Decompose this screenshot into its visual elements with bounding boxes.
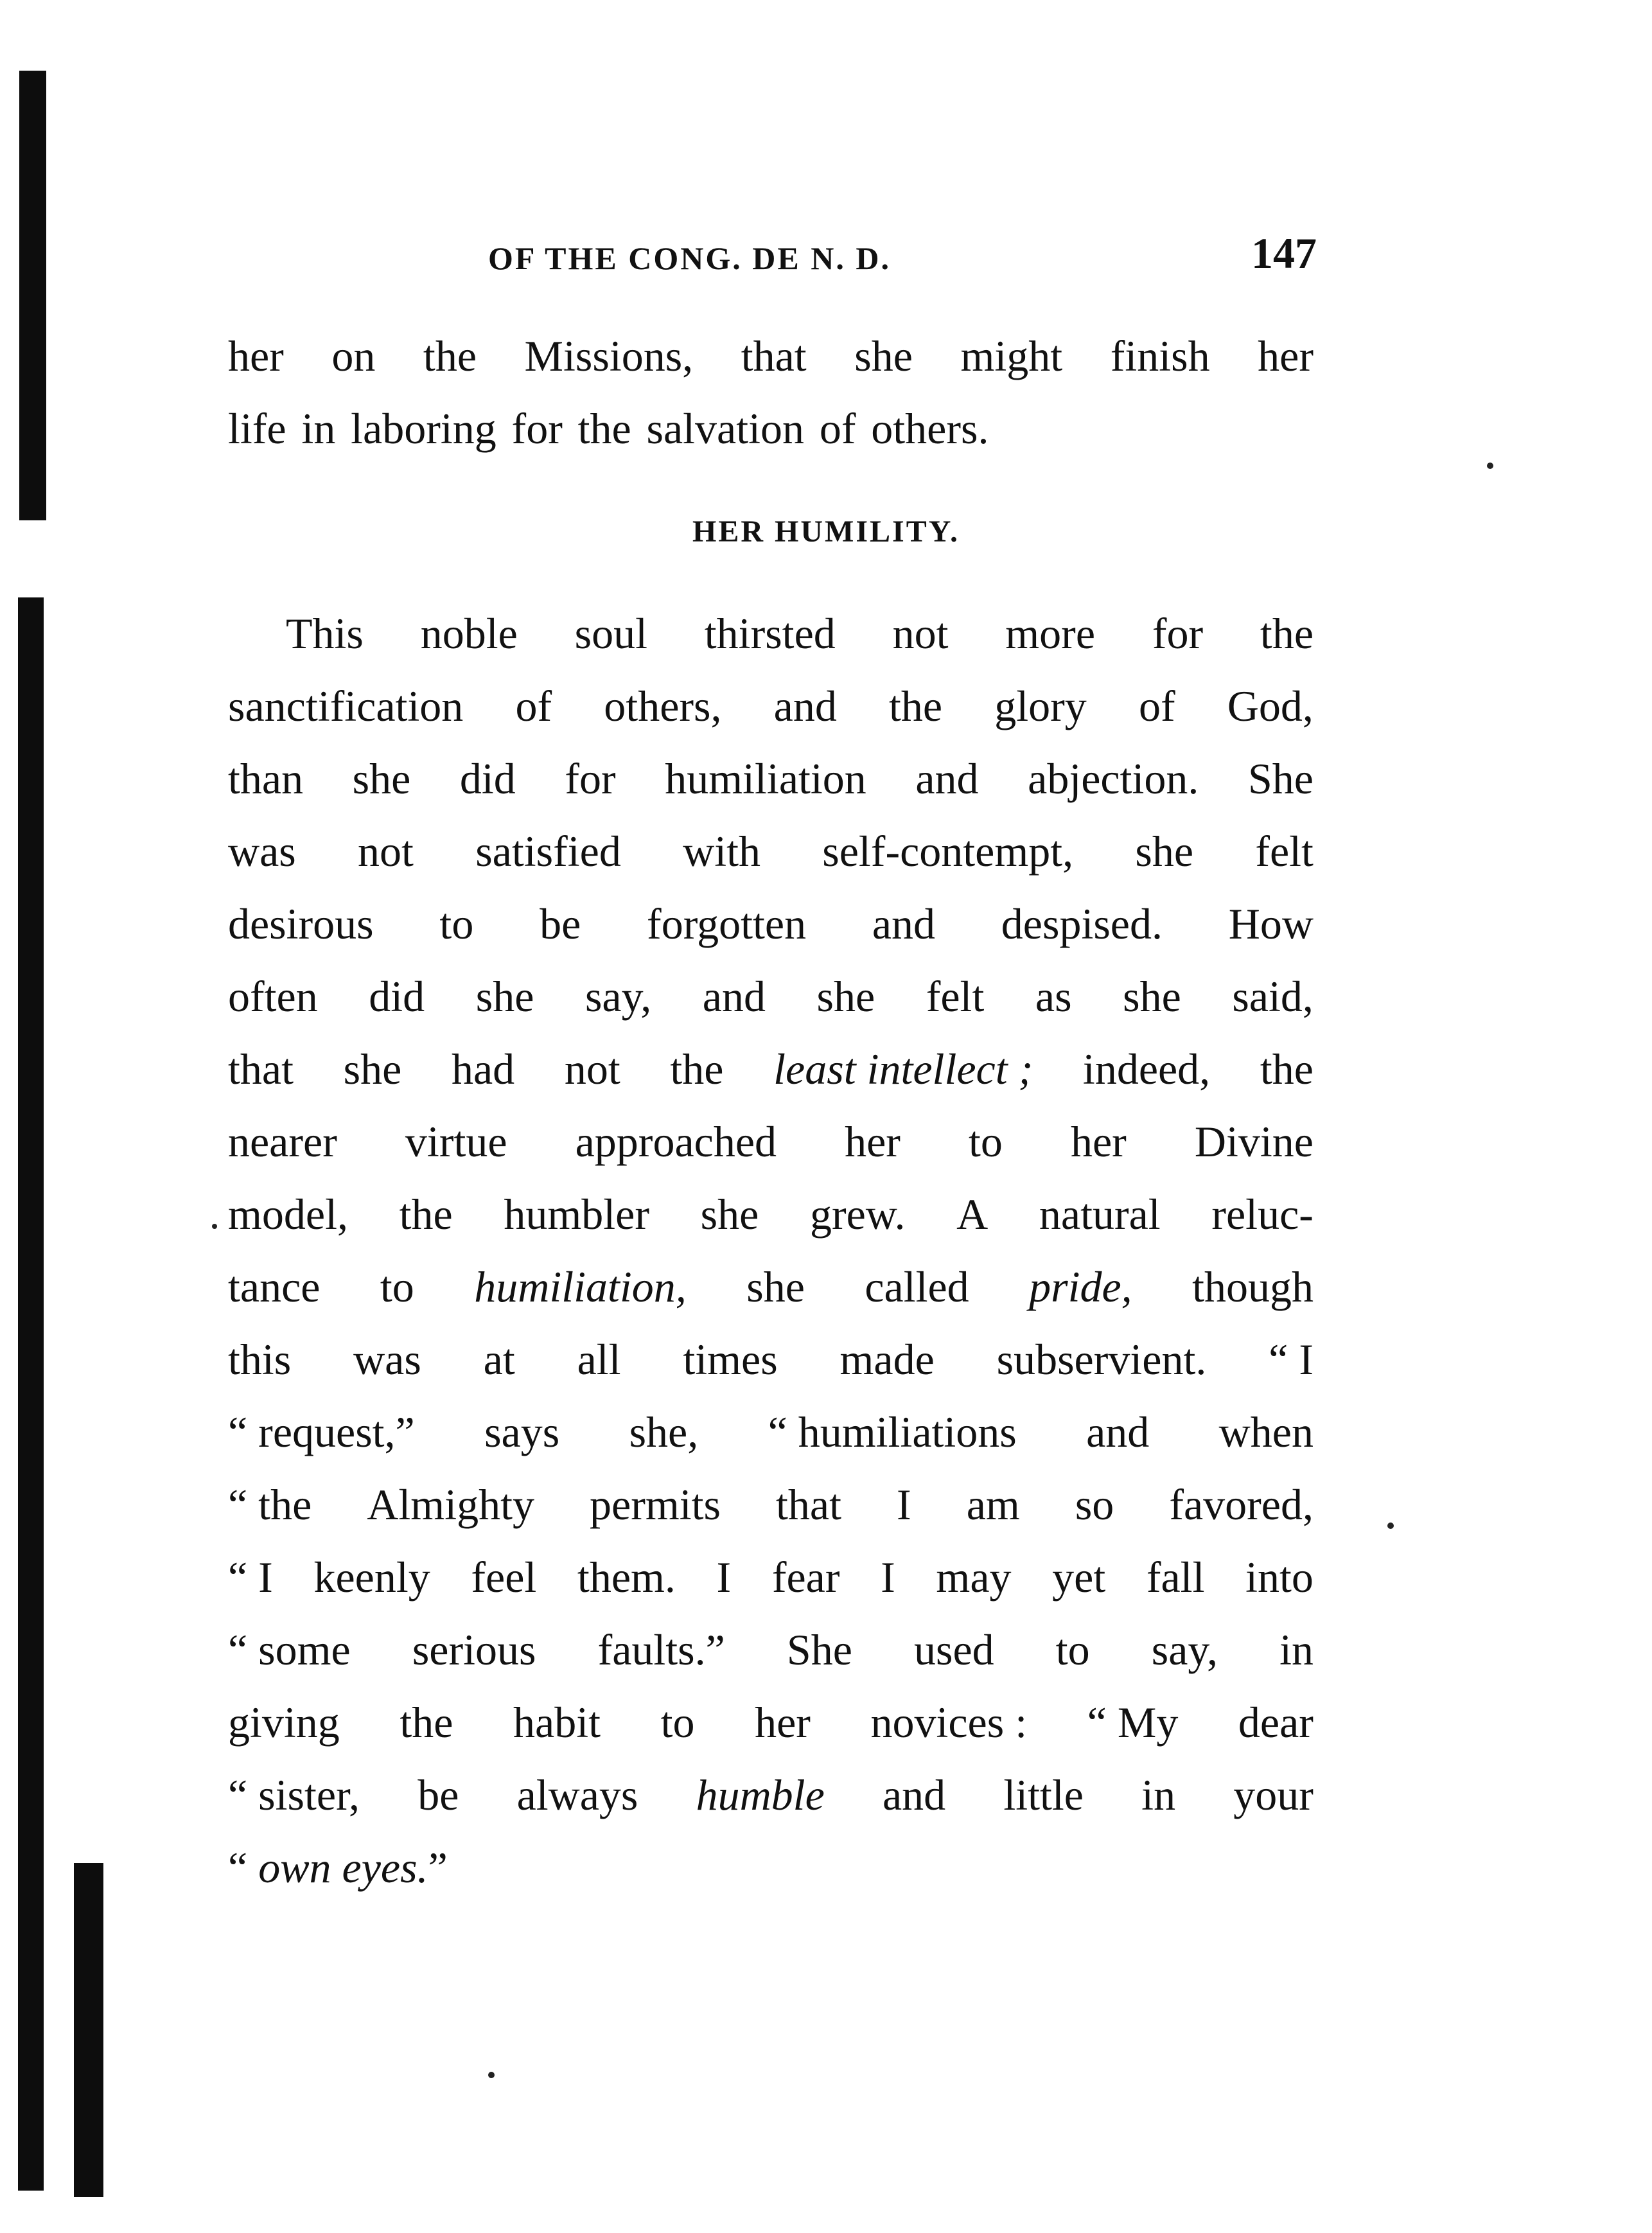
word: satisfied: [475, 827, 621, 876]
word: soul: [574, 609, 647, 658]
word: on: [331, 331, 376, 380]
word: say,: [584, 972, 652, 1021]
word: the: [399, 1190, 453, 1239]
text-line: [228, 1323, 1314, 1396]
word: be: [540, 899, 581, 948]
word: she: [352, 754, 411, 803]
scan-speckle: [212, 1224, 217, 1229]
section-heading: HER HUMILITY.: [692, 515, 960, 549]
word: “ sister,: [228, 1770, 360, 1819]
word: and: [872, 899, 936, 948]
word: your: [1233, 1770, 1314, 1819]
word: tance: [228, 1262, 321, 1311]
word: Divine: [1194, 1117, 1314, 1166]
word: was: [353, 1335, 421, 1384]
binding-edge-foot: [74, 1863, 103, 2197]
word: giving: [228, 1698, 340, 1747]
word: reluc-: [1211, 1190, 1314, 1239]
word: she,: [629, 1408, 699, 1456]
word: the: [670, 1045, 724, 1093]
word: her: [755, 1698, 811, 1747]
word: the: [889, 682, 943, 730]
word: others.: [871, 404, 989, 453]
text-line: [228, 1251, 1314, 1323]
word: humiliation,: [474, 1262, 687, 1311]
word: fear: [771, 1553, 840, 1602]
word: she: [816, 972, 875, 1021]
word: She: [786, 1625, 852, 1674]
page-number: 147: [1251, 229, 1317, 278]
word: that: [776, 1480, 841, 1529]
word: pride,: [1029, 1262, 1132, 1311]
word: yet: [1052, 1553, 1106, 1602]
word: not: [564, 1045, 620, 1093]
word: abjection.: [1028, 754, 1199, 803]
text-line: [228, 1614, 1314, 1686]
word: desirous: [228, 899, 374, 948]
word: for: [1152, 609, 1204, 658]
word: to: [1055, 1625, 1090, 1674]
word: I: [897, 1480, 911, 1529]
word: her: [1258, 331, 1314, 380]
word: she: [1135, 827, 1194, 876]
scan-speckle: [488, 2072, 495, 2078]
word: felt: [926, 972, 985, 1021]
scan-speckle: [1387, 1522, 1394, 1529]
word: least intellect ;: [773, 1045, 1033, 1093]
word: say,: [1151, 1625, 1218, 1674]
word: “ humiliations: [768, 1408, 1017, 1456]
word: and: [702, 972, 766, 1021]
word: natural: [1039, 1190, 1161, 1239]
word: she: [343, 1045, 402, 1093]
text-line: [228, 743, 1314, 815]
word: favored,: [1169, 1480, 1314, 1529]
word: forgotten: [647, 899, 807, 948]
word: glory: [994, 682, 1087, 730]
word: “ the: [228, 1480, 312, 1529]
word: habit: [513, 1698, 601, 1747]
word: of: [515, 682, 552, 730]
word: to: [968, 1117, 1003, 1166]
word: called: [865, 1262, 969, 1311]
word: subservient.: [996, 1335, 1207, 1384]
word: the: [1260, 1045, 1314, 1093]
word: and: [915, 754, 979, 803]
word: with: [683, 827, 760, 876]
word: for: [511, 404, 563, 453]
word: humiliation: [665, 754, 866, 803]
word: the: [400, 1698, 453, 1747]
word: at: [483, 1335, 515, 1384]
word: approached: [575, 1117, 777, 1166]
word: so: [1075, 1480, 1114, 1529]
word: This: [286, 609, 364, 658]
word: and: [773, 682, 837, 730]
word: permits: [590, 1480, 721, 1529]
word: I: [716, 1553, 732, 1602]
text-line: [228, 393, 1314, 465]
word: the: [577, 404, 631, 453]
word: little: [1003, 1770, 1084, 1819]
word: the: [1260, 609, 1314, 658]
word: not: [892, 609, 949, 658]
word: to: [380, 1262, 414, 1311]
word: others,: [604, 682, 722, 730]
word: laboring: [351, 404, 496, 453]
word: model,: [228, 1190, 348, 1239]
word: be: [417, 1770, 459, 1819]
word: “ some: [228, 1625, 351, 1674]
word: she: [746, 1262, 805, 1311]
text-line: [228, 1469, 1314, 1541]
word: the: [423, 331, 477, 380]
word: might: [960, 331, 1063, 380]
word: am: [966, 1480, 1020, 1529]
text-line: [228, 888, 1314, 960]
word: serious: [412, 1625, 536, 1674]
word: she: [475, 972, 534, 1021]
word: did: [459, 754, 516, 803]
word: I: [881, 1553, 895, 1602]
word: virtue: [405, 1117, 507, 1166]
word: more: [1005, 609, 1095, 658]
word: Missions,: [524, 331, 694, 380]
word: feel: [471, 1553, 537, 1602]
word: thirsted: [704, 609, 836, 658]
text-line: [228, 1178, 1314, 1251]
binding-edge-top: [19, 71, 46, 520]
word: faults.”: [597, 1625, 725, 1674]
word: in: [301, 404, 336, 453]
text-line: [228, 597, 1314, 670]
word: noble: [420, 609, 518, 658]
word: grew.: [809, 1190, 906, 1239]
word: her: [845, 1117, 901, 1166]
word: this: [228, 1335, 292, 1384]
text-line: [228, 670, 1314, 743]
word: despised.: [1001, 899, 1163, 948]
word: self-contempt,: [822, 827, 1074, 876]
word: not: [358, 827, 414, 876]
word: said,: [1232, 972, 1314, 1021]
text-line: [228, 1396, 1314, 1469]
word: them.: [577, 1553, 676, 1602]
word: novices :: [870, 1698, 1028, 1747]
text-line: [228, 815, 1314, 888]
word: nearer: [228, 1117, 337, 1166]
paragraph-1: [228, 320, 1314, 465]
word: She: [1247, 754, 1314, 803]
word: in: [1279, 1625, 1314, 1674]
text-line: [228, 1106, 1314, 1178]
text-line: [228, 1033, 1314, 1106]
word: to: [660, 1698, 695, 1747]
word: had: [451, 1045, 515, 1093]
word: “ My: [1087, 1698, 1179, 1747]
word: “ I: [1269, 1335, 1314, 1384]
word: sanctification: [228, 682, 464, 730]
word: “ own eyes.”: [228, 1843, 448, 1892]
text-line: [228, 1541, 1314, 1614]
word: all: [577, 1335, 621, 1384]
word: she: [700, 1190, 759, 1239]
word: humble: [696, 1770, 825, 1819]
running-head-title: OF THE CONG. DE N. D.: [488, 240, 891, 276]
word: though: [1192, 1262, 1314, 1311]
paragraph-2: [228, 597, 1314, 1904]
text-line: [228, 1686, 1314, 1759]
word: and: [882, 1770, 946, 1819]
scan-speckle: [1487, 463, 1493, 469]
word: her: [228, 331, 284, 380]
text-line: [228, 1831, 1314, 1904]
word: made: [839, 1335, 935, 1384]
word: of: [819, 404, 856, 453]
text-line: [228, 320, 1314, 393]
word: she: [854, 331, 913, 380]
word: keenly: [313, 1553, 430, 1602]
word: than: [228, 754, 304, 803]
word: in: [1141, 1770, 1176, 1819]
word: always: [516, 1770, 638, 1819]
word: salvation: [646, 404, 805, 453]
word: and: [1086, 1408, 1150, 1456]
word: How: [1228, 899, 1314, 948]
word: God,: [1227, 682, 1314, 730]
word: Almighty: [367, 1480, 534, 1529]
word: to: [439, 899, 474, 948]
word: finish: [1110, 331, 1210, 380]
word: her: [1070, 1117, 1127, 1166]
word: of: [1138, 682, 1175, 730]
word: dear: [1238, 1698, 1314, 1747]
word: life: [228, 404, 286, 453]
word: felt: [1255, 827, 1314, 876]
word: that: [228, 1045, 294, 1093]
word: was: [228, 827, 296, 876]
word: into: [1245, 1553, 1314, 1602]
word: indeed,: [1082, 1045, 1211, 1093]
word: may: [936, 1553, 1012, 1602]
binding-edge-bottom: [18, 597, 44, 2191]
word: for: [565, 754, 616, 803]
text-line: [228, 1759, 1314, 1831]
word: “ I: [228, 1553, 273, 1602]
word: A: [956, 1190, 989, 1239]
word: says: [484, 1408, 560, 1456]
word: “ request,”: [228, 1408, 415, 1456]
word: often: [228, 972, 318, 1021]
word: times: [683, 1335, 778, 1384]
word: fall: [1146, 1553, 1205, 1602]
running-head: [212, 228, 1317, 286]
word: that: [741, 331, 807, 380]
text-line: [228, 960, 1314, 1033]
word: humbler: [504, 1190, 649, 1239]
word: used: [914, 1625, 994, 1674]
word: she: [1123, 972, 1181, 1021]
word: did: [369, 972, 425, 1021]
word: when: [1218, 1408, 1314, 1456]
word: as: [1035, 972, 1072, 1021]
